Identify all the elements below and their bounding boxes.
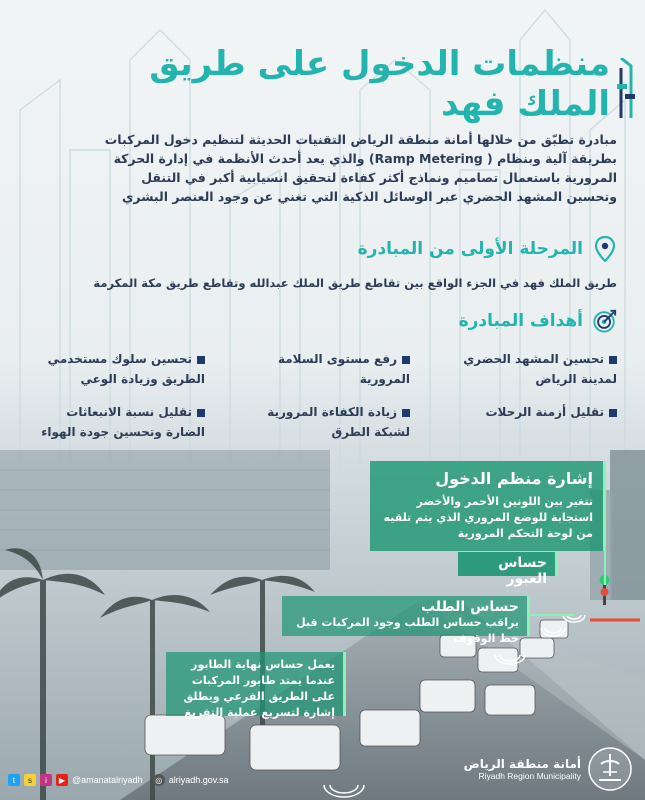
goals-heading <box>459 308 617 334</box>
title-container <box>90 44 610 124</box>
entry-signal-text: تتغير بين اللونين الأحمر والأخضر استجابة للوضع المروري الذي يتم تلقيه من لوحة التحكم المرورية <box>383 495 593 540</box>
demand-sensor-title: حساس الطلب <box>420 599 519 615</box>
org-name-en: Riyadh Region Municipality <box>478 771 581 781</box>
demand-sensor-panel <box>282 596 530 645</box>
queue-sensor-text: يعمل حساس نهاية الطابور عندما يمتد طابور المركبات على الطريق الفرعي ويطلق إشارة لتسريع عملية التفريغ <box>183 658 335 719</box>
globe-icon: ◎ <box>153 774 165 786</box>
bullet-icon <box>197 356 205 364</box>
website-link[interactable]: alriyadh.gov.sa <box>168 775 229 785</box>
instagram-icon[interactable]: i <box>40 774 52 786</box>
bullet-icon <box>609 409 617 417</box>
page-title: منظمات الدخول على طريق الملك فهد <box>149 44 610 124</box>
target-icon <box>593 308 617 334</box>
bullet-icon <box>609 356 617 364</box>
goal-item <box>30 349 205 389</box>
youtube-icon[interactable]: ▶ <box>56 774 68 786</box>
entry-signal-title: إشارة منظم الدخول <box>435 469 593 488</box>
crossing-sensor-panel <box>458 552 558 587</box>
phase-title: المرحلة الأولى من المبادرة <box>357 239 583 259</box>
queue-sensor-panel <box>166 652 346 719</box>
crossing-sensor-title: حساس العبور <box>498 555 547 587</box>
org-logo <box>464 746 633 792</box>
org-name <box>464 757 581 781</box>
demand-sensor-text: يراقب حساس الطلب وجود المركبات قبل خط الوقوف <box>296 616 519 645</box>
goal-item <box>442 349 617 389</box>
phase-heading <box>358 236 617 262</box>
goals-title: أهداف المبادرة <box>458 311 583 331</box>
goal-text: تحسين سلوك مستخدمي الطريق وزيادة الوعي <box>47 352 205 386</box>
goal-text: تقليل نسبة الانبعاثات <box>66 405 192 419</box>
goal-text: زيادة الكفاءة المرورية <box>267 405 397 419</box>
municipality-emblem-icon <box>587 746 633 792</box>
goal-item <box>235 349 410 389</box>
bullet-icon <box>402 409 410 417</box>
org-name-ar: أمانة منطقة الرياض <box>463 757 581 771</box>
bullet-icon <box>402 356 410 364</box>
footer <box>0 757 645 800</box>
bullet-icon <box>197 409 205 417</box>
goal-item <box>442 402 617 422</box>
intro-paragraph: مبادرة تطبّق من خلالها أمانة منطقة الرياض التقنيات الحديثة لتنظيم دخول المركبات بطريقة آلية وبنظام ( Ramp Metering) والذي يعد أحدث الأنظمة في إدارة الحركة المرورية باستعمال تصاميم ونماذج أكثر كفاءة لتحقيق انسيابية أكبر في التنقل وتحسين المشهد الحضري عبر الوسائل الذكية التي تغني عن وجود العنصر البشري <box>104 132 617 204</box>
twitter-icon[interactable]: t <box>8 774 20 786</box>
phase-description: طريق الملك فهد في الجزء الواقع بين تقاطع طريق الملك عبدالله وتقاطع طريق مكة المكرمة <box>93 276 617 290</box>
entry-signal-panel <box>370 461 606 551</box>
snapchat-icon[interactable]: s <box>24 774 36 786</box>
title-decoration-icon <box>617 58 637 118</box>
social-handle[interactable]: @amanatalriyadh <box>72 775 143 785</box>
location-pin-icon <box>593 236 617 262</box>
goal-text: رفع مستوى السلامة المرورية <box>277 352 410 386</box>
connector-line <box>530 614 575 616</box>
goal-text: تحسين المشهد الحضري لمدينة الرياض <box>463 352 617 386</box>
goal-text: تقليل أزمنة الرحلات <box>485 405 604 419</box>
social-links <box>8 774 229 786</box>
